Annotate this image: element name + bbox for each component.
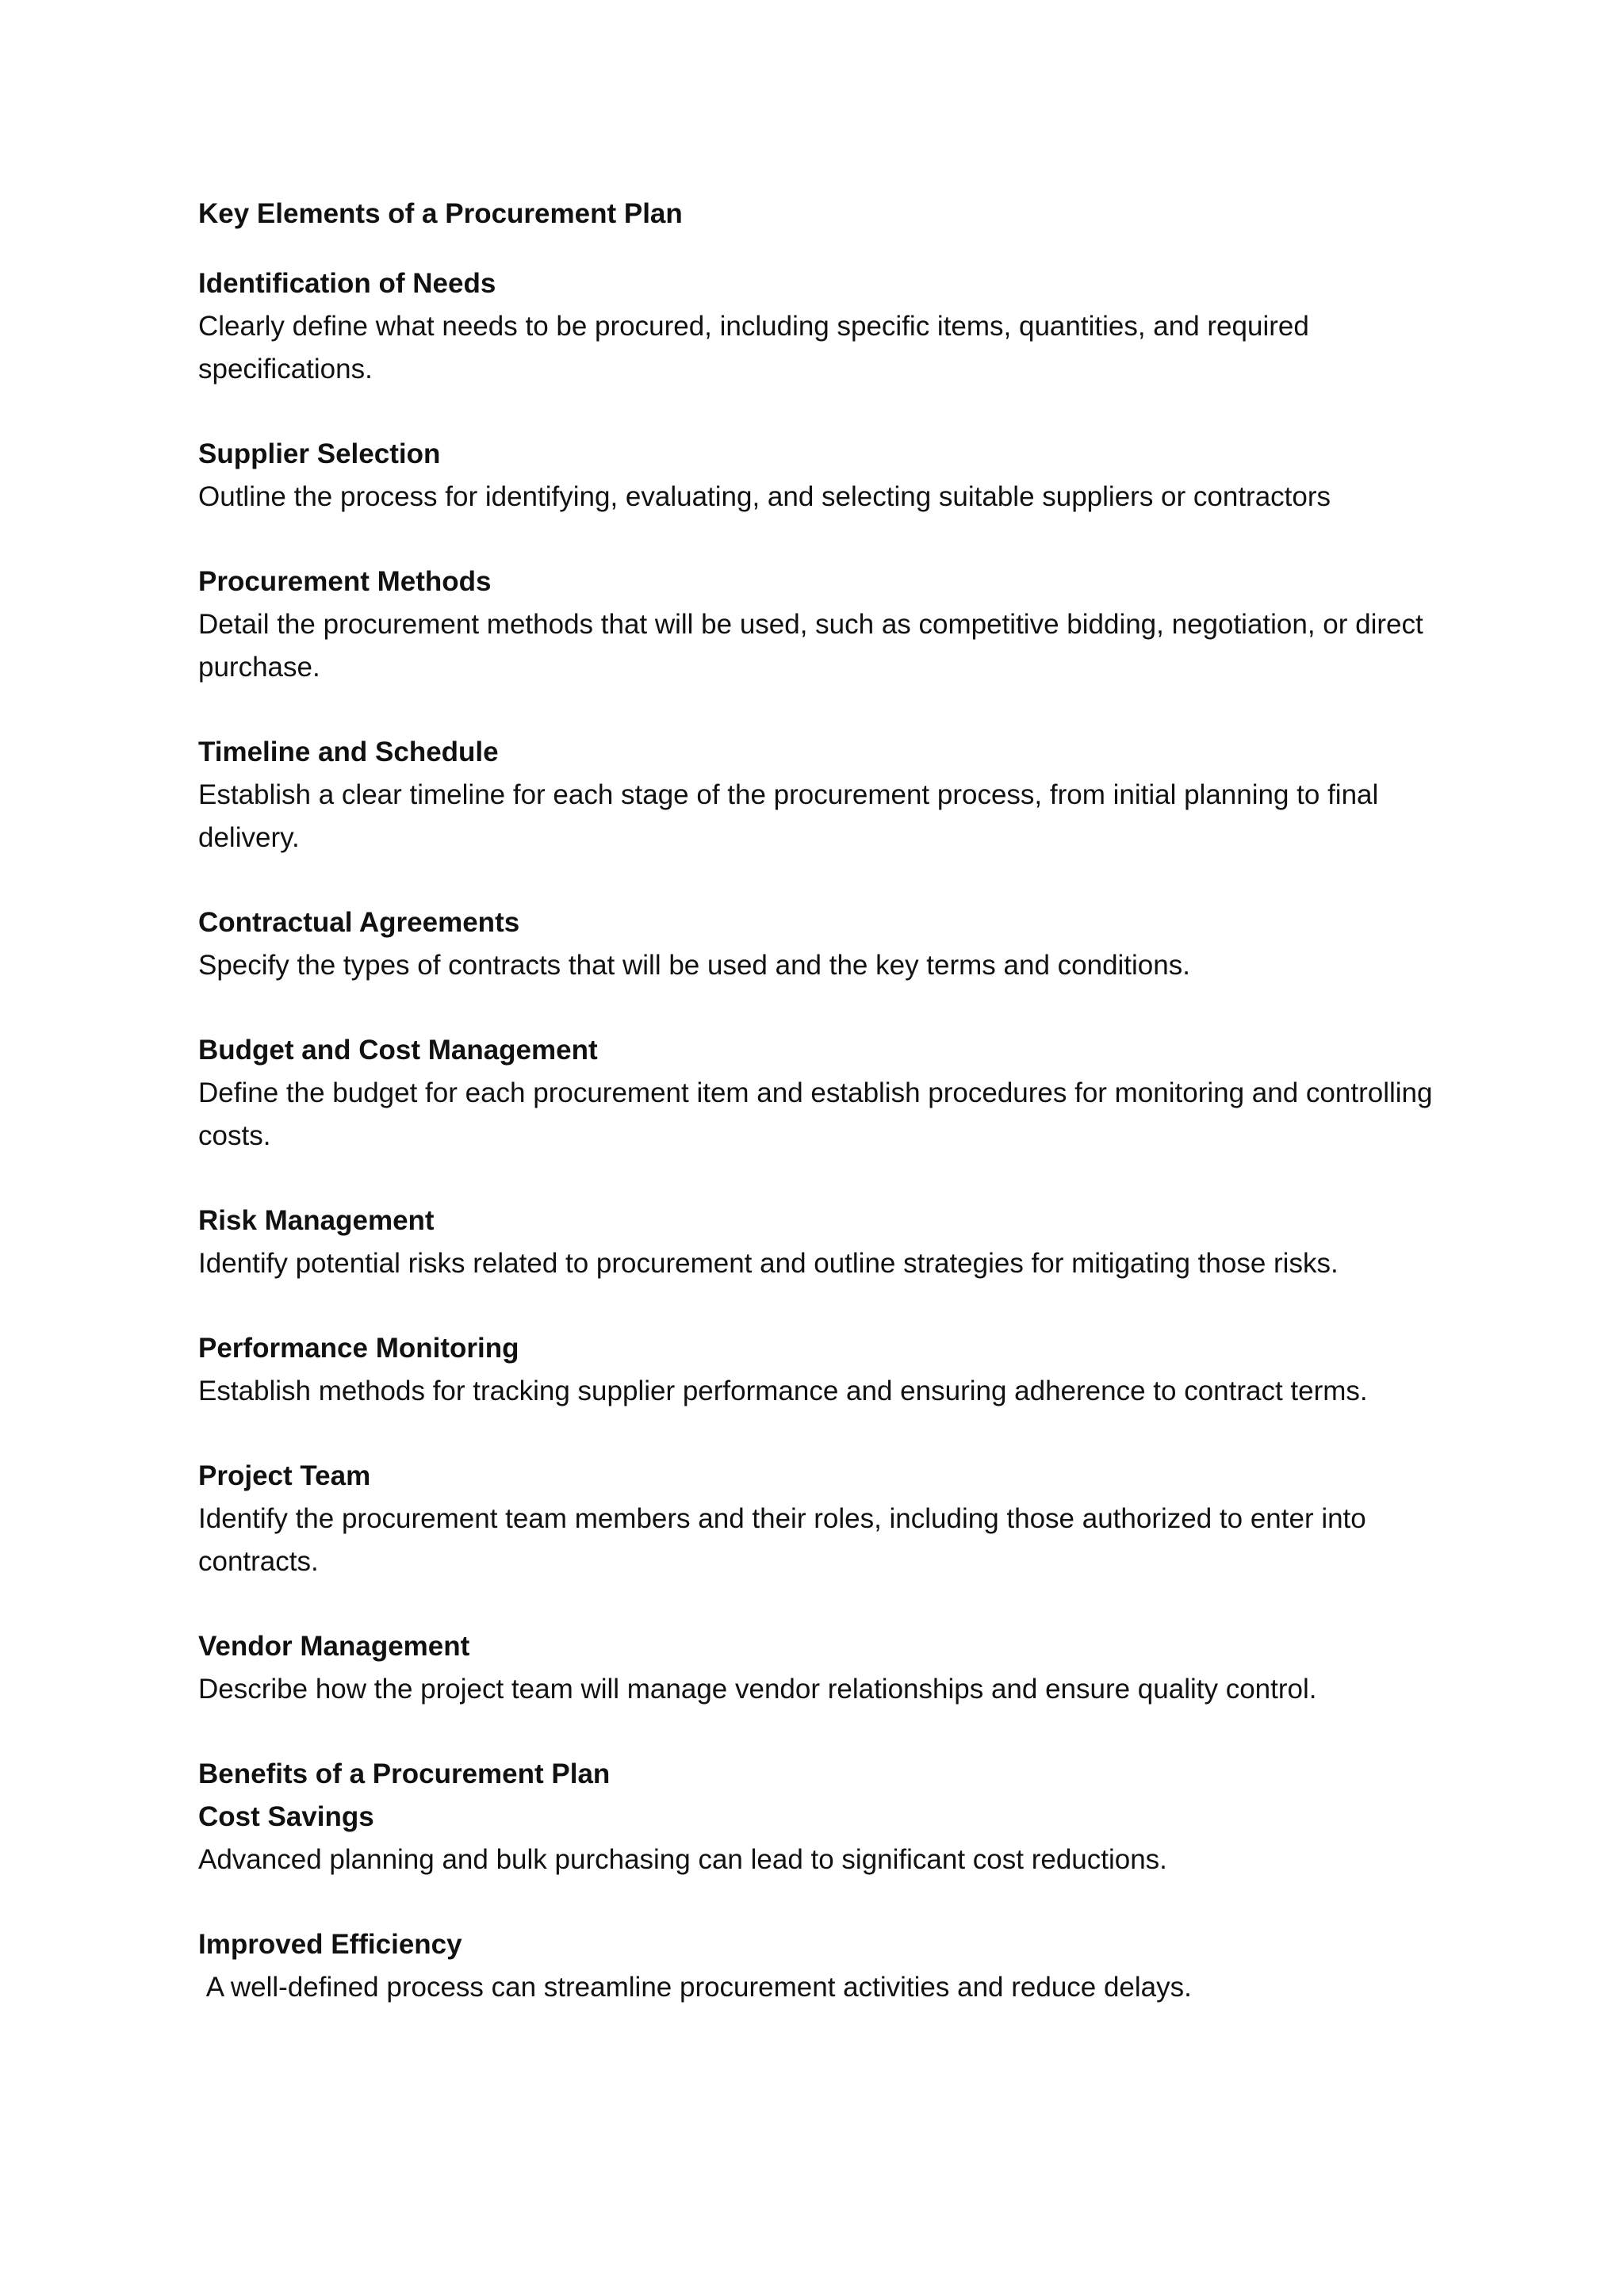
section-heading: Budget and Cost Management (198, 1035, 598, 1066)
section-body: Describe how the project team will manage vendor relationships and ensure quality control. (198, 1674, 1317, 1705)
benefit-heading: Cost Savings (198, 1801, 374, 1832)
section-contractual-agreements (198, 901, 1435, 987)
section-heading: Vendor Management (198, 1631, 470, 1662)
section-heading: Performance Monitoring (198, 1333, 519, 1364)
section-timeline-and-schedule (198, 731, 1435, 859)
section-heading: Risk Management (198, 1205, 435, 1236)
benefit-heading: Improved Efficiency (198, 1929, 462, 1960)
section-body: Outline the process for identifying, evaluating, and selecting suitable suppliers or contractors (198, 481, 1331, 512)
section-heading: Contractual Agreements (198, 907, 520, 938)
section-budget-and-cost-management (198, 1029, 1435, 1158)
section-body: Specify the types of contracts that will be used and the key terms and conditions. (198, 950, 1190, 981)
section-body: Define the budget for each procurement item and establish procedures for monitoring and controlling costs. (198, 1077, 1433, 1151)
section-heading: Identification of Needs (198, 268, 496, 299)
section-heading: Timeline and Schedule (198, 737, 499, 767)
section-vendor-management (198, 1625, 1435, 1711)
document-content (198, 193, 1435, 2051)
section-body: Establish methods for tracking supplier performance and ensuring adherence to contract terms. (198, 1376, 1368, 1406)
section-heading: Procurement Methods (198, 566, 492, 597)
section-risk-management (198, 1200, 1435, 1285)
section-body: Clearly define what needs to be procured, including specific items, quantities, and required specifications. (198, 311, 1309, 385)
section-heading: Supplier Selection (198, 438, 441, 469)
benefit-body: Advanced planning and bulk purchasing can lead to significant cost reductions. (198, 1844, 1167, 1875)
benefits-title: Benefits of a Procurement Plan (198, 1758, 611, 1789)
section-project-team (198, 1455, 1435, 1583)
section-performance-monitoring (198, 1327, 1435, 1413)
document-title: Key Elements of a Procurement Plan (198, 198, 683, 229)
benefit-improved-efficiency (198, 1923, 1435, 2009)
benefit-cost-savings (198, 1796, 1435, 1881)
section-identification-of-needs (198, 262, 1435, 391)
section-body: Identify the procurement team members and their roles, including those authorized to enter into contracts. (198, 1503, 1366, 1577)
section-heading: Project Team (198, 1460, 371, 1491)
section-procurement-methods (198, 561, 1435, 689)
section-supplier-selection (198, 433, 1435, 519)
section-body: Identify potential risks related to procurement and outline strategies for mitigating those risks. (198, 1248, 1339, 1279)
section-body: Detail the procurement methods that will be used, such as competitive bidding, negotiation, or direct purchase. (198, 609, 1423, 683)
benefit-body: A well-defined process can streamline procurement activities and reduce delays. (198, 1972, 1192, 2003)
section-body: Establish a clear timeline for each stage of the procurement process, from initial planning to final delivery. (198, 779, 1379, 853)
